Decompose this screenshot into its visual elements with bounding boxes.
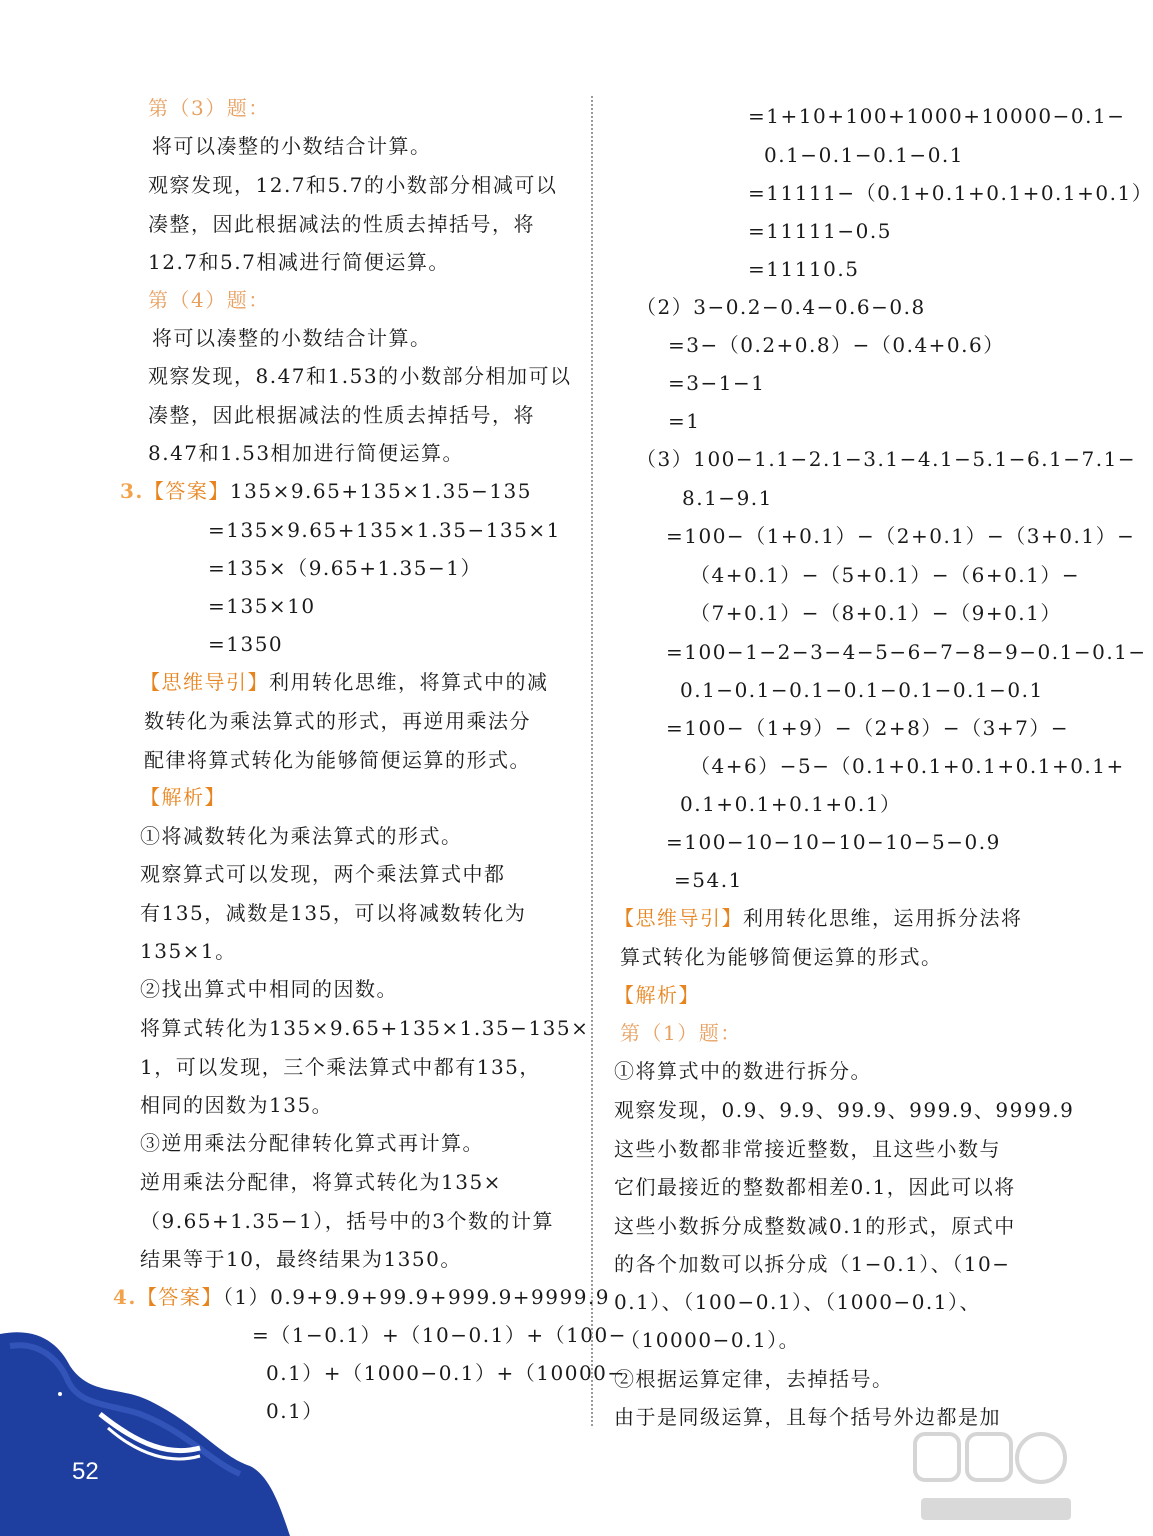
right-line bbox=[748, 219, 892, 243]
line-text: =1 bbox=[668, 409, 701, 433]
right-line bbox=[620, 1021, 742, 1045]
line-text: =3−1−1 bbox=[668, 371, 766, 395]
left-line bbox=[148, 364, 572, 388]
left-line bbox=[208, 518, 561, 542]
line-text: 将可以凑整的小数结合计算。 bbox=[152, 134, 432, 158]
watermark-logo bbox=[901, 1422, 1081, 1532]
question-number: 3. bbox=[120, 479, 144, 503]
line-text: 数转化为乘法算式的形式，再逆用乘法分 bbox=[144, 709, 531, 733]
right-line bbox=[690, 563, 1080, 587]
line-text: 12.7和5.7相减进行简便运算。 bbox=[148, 250, 450, 274]
line-text: 这些小数都非常接近整数，且这些小数与 bbox=[614, 1137, 1001, 1161]
right-line bbox=[666, 716, 1069, 740]
right-line bbox=[636, 447, 1136, 471]
section-tag: 【思维导引】 bbox=[614, 906, 743, 930]
right-line bbox=[690, 601, 1062, 625]
line-text: （9.65+1.35−1），括号中的3个数的计算 bbox=[140, 1209, 555, 1233]
right-line bbox=[748, 257, 859, 281]
left-line bbox=[148, 288, 270, 312]
line-text: ①将算式中的数进行拆分。 bbox=[614, 1059, 872, 1083]
line-text: 利用转化思维，运用拆分法将 bbox=[743, 906, 1023, 930]
line-text: =1+10+100+1000+10000−0.1− bbox=[748, 104, 1126, 128]
line-text: =11111−0.5 bbox=[748, 219, 892, 243]
left-line bbox=[140, 1055, 541, 1079]
left-line bbox=[140, 785, 226, 809]
line-text: =135×（9.65+1.35−1） bbox=[208, 556, 482, 580]
line-text: （7+0.1）−（8+0.1）−（9+0.1） bbox=[690, 601, 1062, 625]
line-text: （10000−0.1）。 bbox=[620, 1328, 801, 1352]
line-text: 由于是同级运算，且每个括号外边都是加 bbox=[614, 1405, 1001, 1429]
right-line bbox=[666, 640, 1147, 664]
line-text: =100−10−10−10−10−5−0.9 bbox=[666, 830, 1001, 854]
left-line bbox=[152, 326, 432, 350]
left-line bbox=[140, 1131, 484, 1155]
right-line bbox=[668, 409, 700, 433]
line-text: （4+0.1）−（5+0.1）−（6+0.1）− bbox=[690, 563, 1081, 587]
line-text: （4+6）−5−（0.1+0.1+0.1+0.1+0.1+ bbox=[690, 754, 1125, 778]
right-line bbox=[666, 524, 1135, 548]
left-line bbox=[140, 670, 549, 694]
left-line bbox=[140, 1170, 502, 1194]
line-text: 将可以凑整的小数结合计算。 bbox=[152, 326, 432, 350]
right-line bbox=[748, 181, 1153, 205]
line-text: =11111−（0.1+0.1+0.1+0.1+0.1） bbox=[748, 181, 1153, 205]
section-tag: 【解析】 bbox=[140, 785, 226, 809]
line-text: 将算式转化为135×9.65+135×1.35−135× bbox=[140, 1016, 590, 1040]
column-separator bbox=[591, 96, 593, 1426]
section-tag: 【答案】 bbox=[143, 479, 230, 503]
right-line bbox=[668, 333, 1005, 357]
line-text: =100−（1+0.1）−（2+0.1）−（3+0.1）− bbox=[666, 524, 1136, 548]
line-text: 135×1。 bbox=[140, 939, 237, 963]
line-text: 8.47和1.53相加进行简便运算。 bbox=[148, 441, 465, 465]
right-line bbox=[636, 295, 926, 319]
right-line bbox=[680, 792, 902, 816]
left-line bbox=[148, 250, 450, 274]
right-line bbox=[680, 678, 1044, 702]
line-text: 观察算式可以发现，两个乘法算式中都 bbox=[140, 862, 506, 886]
line-text: 结果等于10，最终结果为1350。 bbox=[140, 1247, 462, 1271]
line-text: =100−1−2−3−4−5−6−7−8−9−0.1−0.1− bbox=[666, 640, 1147, 664]
left-line bbox=[252, 1323, 627, 1347]
right-line bbox=[748, 104, 1125, 128]
left-line bbox=[140, 824, 463, 848]
line-text: 凑整，因此根据减法的性质去掉括号，将 bbox=[148, 212, 535, 236]
section-tag: 【解析】 bbox=[614, 983, 700, 1007]
section-tag: 【思维导引】 bbox=[140, 670, 269, 694]
corner-decoration bbox=[0, 1306, 290, 1536]
line-text: 1，可以发现，三个乘法算式中都有135， bbox=[140, 1055, 541, 1079]
line-text: =135×9.65+135×1.35−135×1 bbox=[208, 518, 561, 542]
line-text: 利用转化思维，将算式中的减 bbox=[269, 670, 549, 694]
line-text: 的各个加数可以拆分成（1−0.1）、（10− bbox=[614, 1252, 1011, 1276]
right-line bbox=[614, 1367, 894, 1391]
line-text: 0.1）、（100−0.1）、（1000−0.1）、 bbox=[614, 1290, 982, 1314]
right-line bbox=[614, 1290, 981, 1314]
right-line bbox=[614, 1098, 1074, 1122]
right-line bbox=[764, 143, 964, 167]
line-text: 相同的因数为135。 bbox=[140, 1093, 334, 1117]
line-text: （3）100−1.1−2.1−3.1−4.1−5.1−6.1−7.1− bbox=[636, 447, 1137, 471]
left-line bbox=[140, 1247, 462, 1271]
line-text: 0.1−0.1−0.1−0.1 bbox=[764, 143, 964, 167]
line-text: 有135，减数是135，可以将减数转化为 bbox=[140, 901, 527, 925]
line-text: 这些小数拆分成整数减0.1的形式，原式中 bbox=[614, 1214, 1016, 1238]
line-text: 它们最接近的整数都相差0.1，因此可以将 bbox=[614, 1175, 1016, 1199]
left-line bbox=[140, 977, 398, 1001]
line-text: ③逆用乘法分配律转化算式再计算。 bbox=[140, 1131, 484, 1155]
line-text: 135×9.65+135×1.35−135 bbox=[229, 479, 533, 503]
line-text: =3−（0.2+0.8）−（0.4+0.6） bbox=[668, 333, 1005, 357]
left-line bbox=[148, 96, 270, 120]
line-text: 逆用乘法分配律，将算式转化为135× bbox=[140, 1170, 502, 1194]
left-line bbox=[208, 556, 482, 580]
line-text: =135×10 bbox=[208, 594, 316, 618]
line-text: ②找出算式中相同的因数。 bbox=[140, 977, 398, 1001]
right-line bbox=[614, 1175, 1016, 1199]
left-line bbox=[120, 479, 532, 503]
left-line bbox=[266, 1361, 626, 1385]
right-line bbox=[682, 486, 773, 510]
right-line bbox=[614, 983, 700, 1007]
left-line bbox=[148, 441, 464, 465]
line-text: 算式转化为能够简便运算的形式。 bbox=[620, 945, 943, 969]
left-line bbox=[140, 862, 506, 886]
left-line bbox=[208, 632, 283, 656]
page-number: 52 bbox=[72, 1458, 99, 1485]
line-text: 观察发现，12.7和5.7的小数部分相减可以 bbox=[148, 173, 558, 197]
line-text: =100−（1+9）−（2+8）−（3+7）− bbox=[666, 716, 1070, 740]
line-text: （1）0.9+9.9+99.9+999.9+9999.9 bbox=[222, 1285, 611, 1309]
right-line bbox=[614, 1214, 1016, 1238]
line-text: ②根据运算定律，去掉括号。 bbox=[614, 1367, 894, 1391]
right-line bbox=[620, 945, 943, 969]
line-text: =11110.5 bbox=[748, 257, 860, 281]
line-text: 8.1−9.1 bbox=[682, 486, 773, 510]
line-text: 观察发现，8.47和1.53的小数部分相加可以 bbox=[148, 364, 572, 388]
right-line bbox=[614, 906, 1023, 930]
line-text: 0.1）+（1000−0.1）+（10000− bbox=[266, 1361, 626, 1385]
line-text: 0.1） bbox=[266, 1399, 324, 1423]
left-line bbox=[144, 748, 531, 772]
left-line bbox=[208, 594, 316, 618]
left-line bbox=[148, 403, 535, 427]
left-line bbox=[148, 173, 557, 197]
right-line bbox=[674, 868, 743, 892]
left-line bbox=[140, 901, 526, 925]
left-line bbox=[140, 1016, 589, 1040]
line-text: 第（4）题： bbox=[148, 288, 270, 312]
line-text: （2）3−0.2−0.4−0.6−0.8 bbox=[636, 295, 926, 319]
left-line bbox=[140, 1209, 554, 1233]
left-line bbox=[140, 939, 237, 963]
line-text: 配律将算式转化为能够简便运算的形式。 bbox=[144, 748, 531, 772]
line-text: 观察发现，0.9、9.9、99.9、999.9、9999.9 bbox=[614, 1098, 1075, 1122]
right-line bbox=[614, 1059, 872, 1083]
line-text: =1350 bbox=[208, 632, 284, 656]
left-line bbox=[152, 134, 432, 158]
line-text: ①将减数转化为乘法算式的形式。 bbox=[140, 824, 463, 848]
left-line bbox=[140, 1093, 333, 1117]
line-text: 0.1−0.1−0.1−0.1−0.1−0.1−0.1 bbox=[680, 678, 1044, 702]
left-line bbox=[148, 212, 535, 236]
right-line bbox=[690, 754, 1125, 778]
right-line bbox=[666, 830, 1001, 854]
line-text: 第（3）题： bbox=[148, 96, 270, 120]
line-text: =54.1 bbox=[674, 868, 743, 892]
line-text: 凑整，因此根据减法的性质去掉括号，将 bbox=[148, 403, 535, 427]
right-line bbox=[668, 371, 765, 395]
line-text: 0.1+0.1+0.1+0.1） bbox=[680, 792, 902, 816]
right-line bbox=[614, 1252, 1011, 1276]
right-line bbox=[620, 1328, 800, 1352]
left-line bbox=[144, 709, 531, 733]
question-number: 4. bbox=[113, 1285, 137, 1309]
line-text: =（1−0.1）+（10−0.1）+（100− bbox=[252, 1323, 628, 1347]
right-line bbox=[614, 1137, 1001, 1161]
section-tag: 【答案】 bbox=[136, 1285, 223, 1309]
line-text: 第（1）题： bbox=[620, 1021, 742, 1045]
